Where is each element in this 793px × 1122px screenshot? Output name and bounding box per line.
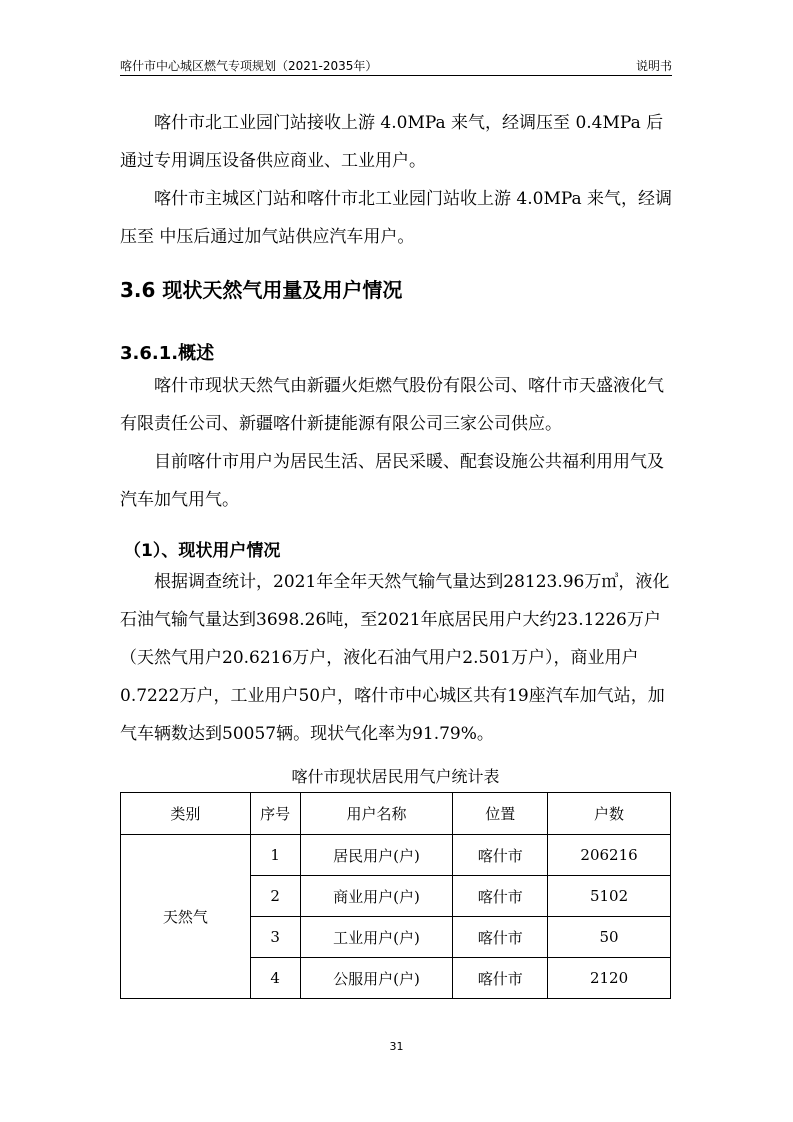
location-cell: 喀什市 bbox=[453, 835, 548, 876]
paragraph-statistics: 根据调查统计，2021年全年天然气输气量达到28123.96万㎥，液化石油气输气量达到3698.26吨，至2021年底居民用户大约23.1226万户（天然气用户20.6216万户，液化石油气用户2.501万户），商业用户0.7222万户，工业用户50户，喀什市中心城区共有19座汽车加气站，加气车辆数达到50057辆。现状气化率为91.79%。 bbox=[120, 572, 670, 744]
user-name-cell: 居民用户(户) bbox=[300, 835, 453, 876]
column-header-number: 序号 bbox=[250, 793, 300, 835]
table-header-row bbox=[121, 793, 671, 835]
page-header bbox=[120, 53, 672, 76]
section-heading: 3.6 现状天然气用量及用户情况 bbox=[120, 278, 403, 302]
column-header-count: 户数 bbox=[548, 793, 671, 835]
column-header-category: 类别 bbox=[121, 793, 251, 835]
document-section-label: 说明书 bbox=[635, 59, 672, 73]
count-cell: 206216 bbox=[548, 835, 671, 876]
subsection-heading: 3.6.1.概述 bbox=[120, 343, 215, 364]
page-number: 31 bbox=[389, 1040, 404, 1053]
paragraph-main-city-station: 喀什市主城区门站和喀什市北工业园门站收上游 4.0MPa 来气，经调压至 中压后通过加气站供应汽车用户。 bbox=[120, 189, 673, 247]
residential-gas-users-table bbox=[120, 792, 671, 999]
user-name-cell: 公服用户(户) bbox=[300, 958, 453, 999]
location-cell: 喀什市 bbox=[453, 876, 548, 917]
column-header-location: 位置 bbox=[453, 793, 548, 835]
location-cell: 喀什市 bbox=[453, 917, 548, 958]
count-cell: 5102 bbox=[548, 876, 671, 917]
count-cell: 2120 bbox=[548, 958, 671, 999]
row-number-cell: 3 bbox=[250, 917, 300, 958]
paragraph-gas-suppliers: 喀什市现状天然气由新疆火炬燃气股份有限公司、喀什市天盛液化气有限责任公司、新疆喀什新捷能源有限公司三家公司供应。 bbox=[120, 376, 664, 434]
user-name-cell: 工业用户(户) bbox=[300, 917, 453, 958]
document-title: 喀什市中心城区燃气专项规划（2021-2035年） bbox=[120, 59, 378, 73]
paragraph-north-industrial-station: 喀什市北工业园门站接收上游 4.0MPa 来气，经调压至 0.4MPa 后通过专用调压设备供应商业、工业用户。 bbox=[120, 113, 664, 171]
row-number-cell: 1 bbox=[250, 835, 300, 876]
table-row bbox=[121, 835, 671, 876]
column-header-user-name: 用户名称 bbox=[300, 793, 453, 835]
location-cell: 喀什市 bbox=[453, 958, 548, 999]
count-cell: 50 bbox=[548, 917, 671, 958]
paragraph-user-types: 目前喀什市用户为居民生活、居民采暖、配套设施公共福利用用气及汽车加气用气。 bbox=[120, 452, 664, 510]
category-cell: 天然气 bbox=[121, 835, 251, 999]
table-caption: 喀什市现状居民用气户统计表 bbox=[291, 767, 500, 786]
row-number-cell: 4 bbox=[250, 958, 300, 999]
row-number-cell: 2 bbox=[250, 876, 300, 917]
item-heading: （1）、现状用户情况 bbox=[124, 541, 281, 561]
user-name-cell: 商业用户(户) bbox=[300, 876, 453, 917]
